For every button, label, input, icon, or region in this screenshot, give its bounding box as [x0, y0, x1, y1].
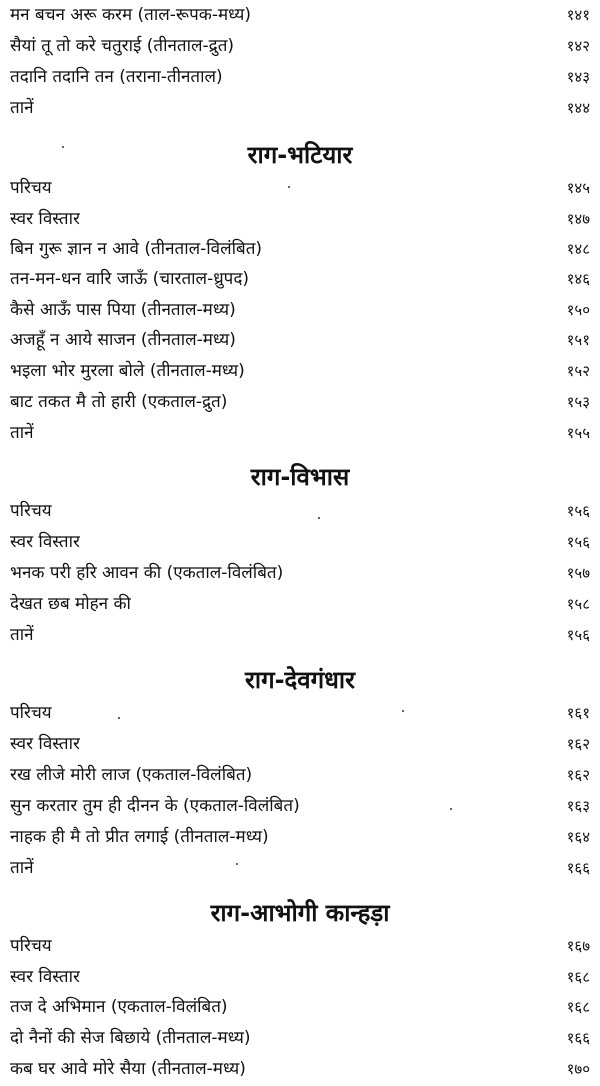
toc-entry [10, 1024, 590, 1052]
entry-page-number: १४५ [566, 179, 590, 197]
toc-entry [10, 854, 590, 882]
entry-page-number: १६३ [566, 797, 590, 815]
entry-title: तानें [10, 625, 34, 645]
toc-entry [10, 497, 590, 525]
scan-speck [236, 863, 238, 865]
entry-page-number: १४३ [566, 68, 590, 86]
entry-page-number: १६८ [566, 968, 590, 986]
toc-entry [10, 388, 590, 416]
entry-title: भनक परी हरि आवन की (एकताल-विलंबित) [10, 563, 284, 583]
entry-title: तानें [10, 858, 34, 878]
entry-page-number: १४६ [566, 270, 590, 288]
entry-page-number: १५६ [566, 626, 590, 644]
entry-title: तानें [10, 98, 34, 118]
entry-title: स्वर विस्तार [10, 209, 80, 229]
scan-speck [450, 808, 452, 810]
entry-title: सैयां तू तो करे चतुराई (तीनताल-द्रुत) [10, 36, 235, 56]
toc-entry [10, 621, 590, 649]
entry-page-number: १४४ [566, 99, 590, 117]
entry-page-number: १५५ [566, 424, 590, 442]
toc-entry [10, 1055, 590, 1083]
entry-title: स्वर विस्तार [10, 734, 80, 754]
toc-entry [10, 559, 590, 587]
toc-entry [10, 1, 590, 29]
toc-entry [10, 528, 590, 556]
section-heading: राग-देवगंधार [245, 666, 355, 694]
toc-entry [10, 94, 590, 122]
entry-title: सुन करतार तुम ही दीनन के (एकताल-विलंबित) [10, 796, 300, 816]
entry-title: तानें [10, 423, 34, 443]
entry-page-number: १५८ [566, 595, 590, 613]
section-heading: राग-विभास [250, 463, 350, 491]
entry-title: बाट तकत मै तो हारी (एकताल-द्रुत) [10, 392, 228, 412]
entry-title: मन बचन अरू करम (ताल-रूपक-मध्य) [10, 5, 252, 25]
toc-entry [10, 174, 590, 202]
toc-entry [10, 205, 590, 233]
toc-entry [10, 792, 590, 820]
entry-page-number: १४८ [566, 240, 590, 258]
entry-title: तदानि तदानि तन (तराना-तीनताल) [10, 67, 223, 87]
toc-entry [10, 326, 590, 354]
entry-page-number: १६१ [566, 704, 590, 722]
scan-speck [62, 146, 64, 148]
toc-entry [10, 357, 590, 385]
entry-page-number: १६४ [566, 828, 590, 846]
toc-entry [10, 590, 590, 618]
entry-page-number: १६२ [566, 766, 590, 784]
entry-title: परिचय [10, 178, 52, 198]
entry-title: अजहूँ न आये साजन (तीनताल-मध्य) [10, 330, 236, 350]
toc-entry [10, 419, 590, 447]
scan-speck [402, 710, 404, 712]
toc-entry [10, 63, 590, 91]
entry-page-number: १५३ [566, 393, 590, 411]
entry-title: स्वर विस्तार [10, 532, 80, 552]
toc-entry [10, 823, 590, 851]
toc-entry [10, 32, 590, 60]
entry-title: परिचय [10, 936, 52, 956]
scan-speck [318, 517, 320, 519]
toc-entry [10, 296, 590, 324]
section-heading: राग-भटियार [247, 141, 353, 169]
entry-title: दो नैनों की सेज बिछाये (तीनताल-मध्य) [10, 1028, 251, 1048]
scan-speck [118, 717, 120, 719]
toc-entry [10, 265, 590, 293]
toc-entry [10, 699, 590, 727]
toc-entry [10, 993, 590, 1021]
section-heading: राग-आभोगी कान्हड़ा [210, 899, 390, 927]
toc-entry [10, 235, 590, 263]
entry-page-number: १५२ [566, 362, 590, 380]
entry-title: कब घर आवे मोरे सैया (तीनताल-मध्य) [10, 1059, 246, 1079]
entry-page-number: १४२ [566, 37, 590, 55]
entry-page-number: १७० [566, 1060, 590, 1078]
entry-page-number: १६८ [566, 998, 590, 1016]
entry-title: बिन गुरू ज्ञान न आवे (तीनताल-विलंबित) [10, 239, 263, 259]
entry-title: तन-मन-धन वारि जाऊँ (चारताल-ध्रुपद) [10, 269, 249, 289]
entry-title: तज दे अभिमान (एकताल-विलंबित) [10, 997, 228, 1017]
entry-page-number: १६६ [566, 859, 590, 877]
entry-title: कैसे आऊँ पास पिया (तीनताल-मध्य) [10, 300, 236, 320]
entry-page-number: १५७ [566, 564, 590, 582]
entry-title: नाहक ही मै तो प्रीत लगाई (तीनताल-मध्य) [10, 827, 269, 847]
toc-entry [10, 761, 590, 789]
entry-title: स्वर विस्तार [10, 967, 80, 987]
entry-page-number: १४१ [566, 6, 590, 24]
toc-entry [10, 730, 590, 758]
entry-title: परिचय [10, 703, 52, 723]
entry-page-number: १६६ [566, 1029, 590, 1047]
entry-page-number: १५० [566, 301, 590, 319]
entry-title: रख लीजे मोरी लाज (एकताल-विलंबित) [10, 765, 253, 785]
entry-page-number: १५१ [566, 331, 590, 349]
toc-entry [10, 963, 590, 991]
entry-page-number: १५६ [566, 502, 590, 520]
entry-title: देखत छब मोहन की [10, 594, 131, 614]
toc-entry [10, 932, 590, 960]
entry-page-number: १५६ [566, 533, 590, 551]
entry-title: परिचय [10, 501, 52, 521]
entry-page-number: १६२ [566, 735, 590, 753]
entry-page-number: १६७ [566, 937, 590, 955]
entry-page-number: १४७ [566, 210, 590, 228]
scan-speck [288, 186, 290, 188]
entry-title: भइला भोर मुरला बोले (तीनताल-मध्य) [10, 361, 245, 381]
